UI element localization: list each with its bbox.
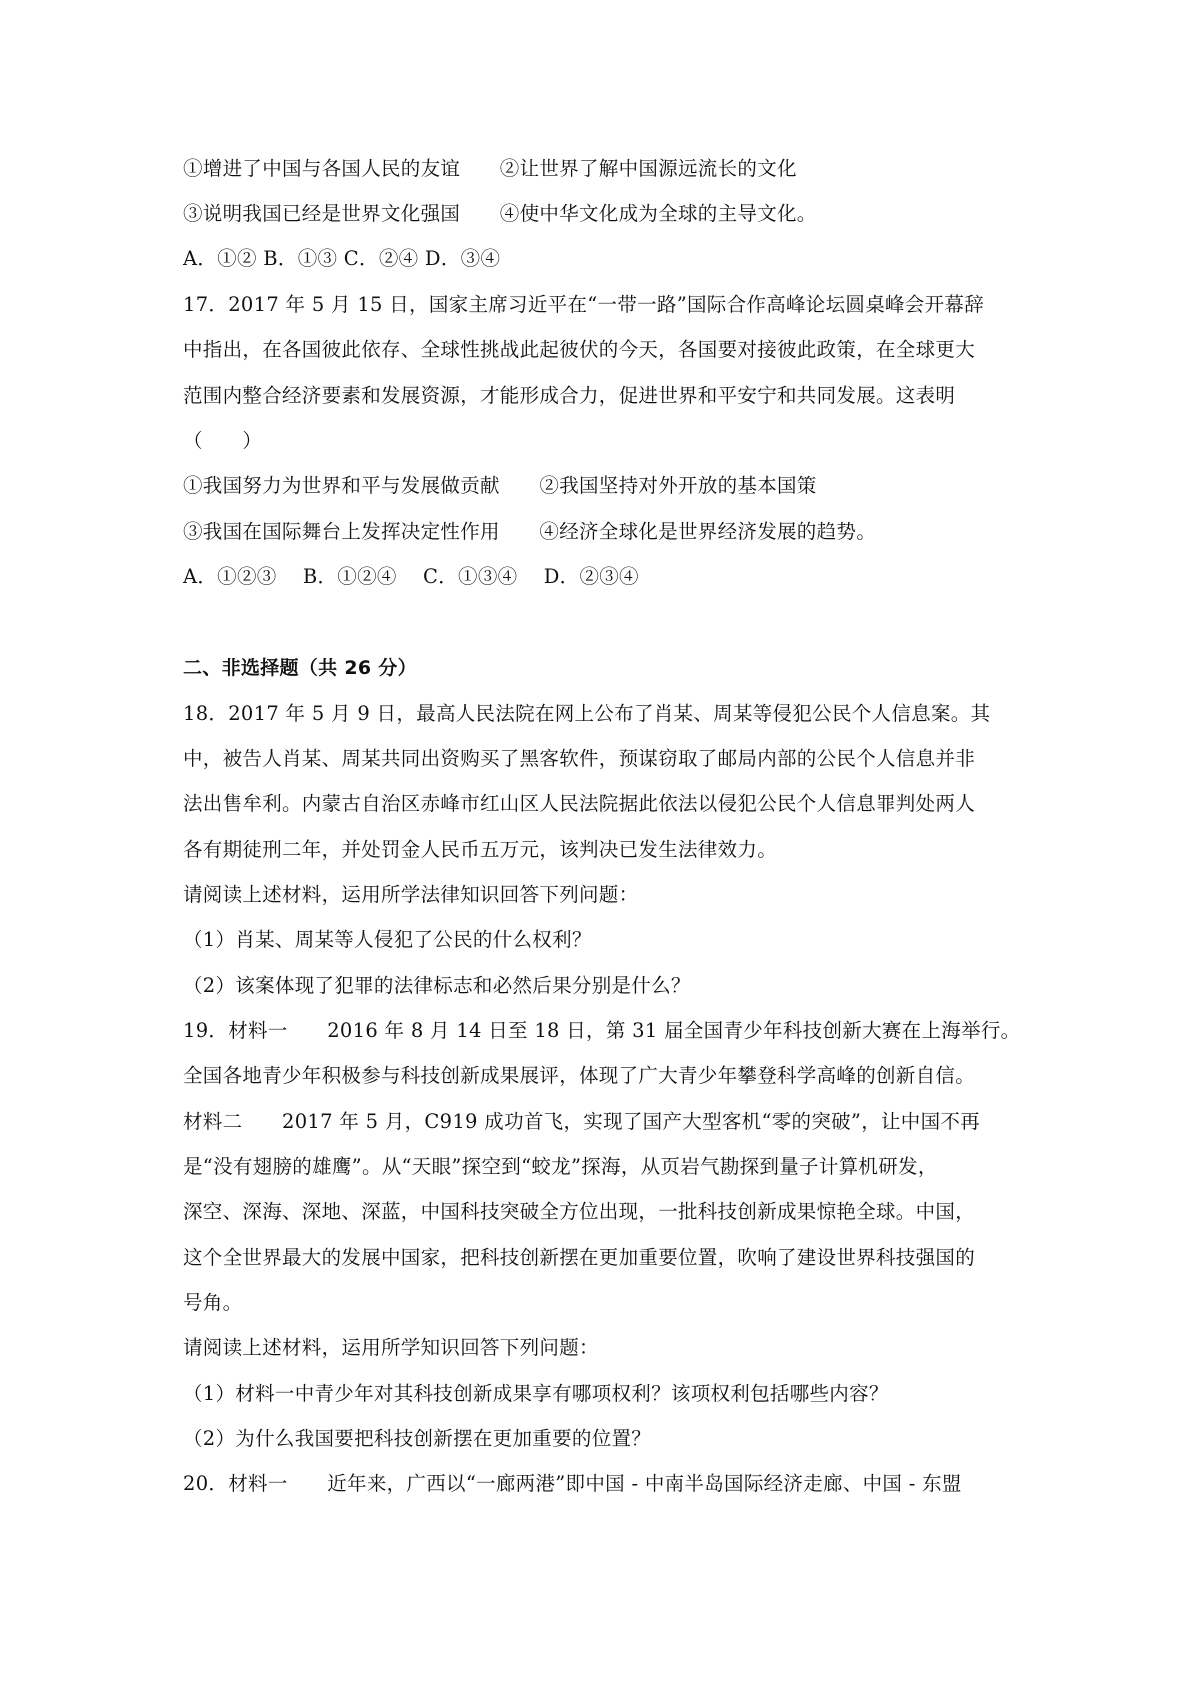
q19-line-3: 材料二 2017 年 5 月，C919 成功首飞，实现了国产大型客机“零的突破”，让中国不再 <box>183 1110 981 1133</box>
q17-choices: A．①②③ B．①②④ C．①③④ D．②③④ <box>183 565 639 588</box>
q18-subquestion-2: （2）该案体现了犯罪的法律标志和必然后果分别是什么？ <box>183 974 691 997</box>
q18-line-4: 各有期徒刑二年，并处罚金人民币五万元，该判决已发生法律效力。 <box>183 838 778 861</box>
q18-line-1: 18．2017 年 5 月 9 日，最高人民法院在网上公布了肖某、周某等侵犯公民个人信息案。其 <box>183 702 991 725</box>
q17-option-line-2: ③我国在国际舞台上发挥决定性作用 ④经济全球化是世界经济发展的趋势。 <box>183 520 877 543</box>
q18-line-3: 法出售牟利。内蒙古自治区赤峰市红山区人民法院据此依法以侵犯公民个人信息罪判处两人 <box>183 792 976 815</box>
q19-subquestion-2: （2）为什么我国要把科技创新摆在更加重要的位置？ <box>183 1427 652 1450</box>
q19-line-6: 这个全世界最大的发展中国家，把科技创新摆在更加重要位置，吹响了建设世界科技强国的 <box>183 1246 976 1269</box>
q17-stem-line-3: 范围内整合经济要素和发展资源，才能形成合力，促进世界和平安宁和共同发展。这表明 <box>183 384 956 407</box>
q16-option-line-1: ①增进了中国与各国人民的友谊 ②让世界了解中国源远流长的文化 <box>183 157 797 180</box>
q16-option-line-2: ③说明我国已经是世界文化强国 ④使中华文化成为全球的主导文化。 <box>183 202 817 225</box>
q19-line-7: 号角。 <box>183 1291 243 1314</box>
section-heading: 二、非选择题（共 26 分） <box>183 657 417 679</box>
q19-line-1: 19．材料一 2016 年 8 月 14 日至 18 日，第 31 届全国青少年科技创新大赛在上海举行。 <box>183 1019 1021 1042</box>
q19-instruction: 请阅读上述材料，运用所学知识回答下列问题： <box>183 1336 599 1359</box>
q19-line-2: 全国各地青少年积极参与科技创新成果展评，体现了广大青少年攀登科学高峰的创新自信。 <box>183 1064 976 1087</box>
q19-subquestion-1: （1）材料一中青少年对其科技创新成果享有哪项权利？该项权利包括哪些内容？ <box>183 1382 889 1405</box>
q18-instruction: 请阅读上述材料，运用所学法律知识回答下列问题： <box>183 883 639 906</box>
q18-subquestion-1: （1）肖某、周某等人侵犯了公民的什么权利？ <box>183 928 592 951</box>
q17-stem-line-2: 中指出，在各国彼此依存、全球性挑战此起彼伏的今天，各国要对接彼此政策，在全球更大 <box>183 338 976 361</box>
q17-option-line-1: ①我国努力为世界和平与发展做贡献 ②我国坚持对外开放的基本国策 <box>183 474 817 497</box>
q19-line-5: 深空、深海、深地、深蓝，中国科技突破全方位出现，一批科技创新成果惊艳全球。中国， <box>183 1200 976 1223</box>
q17-stem-line-1: 17．2017 年 5 月 15 日，国家主席习近平在“一带一路”国际合作高峰论坛圆桌峰会开幕辞 <box>183 293 984 316</box>
q16-choices: A．①② B．①③ C．②④ D．③④ <box>183 247 501 270</box>
q17-answer-blank: （ ） <box>183 429 263 452</box>
q20-line-1: 20．材料一 近年来，广西以“一廊两港”即中国 - 中南半岛国际经济走廊、中国 - 东盟 <box>183 1472 962 1495</box>
q19-line-4: 是“没有翅膀的雄鹰”。从“天眼”探空到“蛟龙”探海，从页岩气勘探到量子计算机研发， <box>183 1155 938 1178</box>
q18-line-2: 中，被告人肖某、周某共同出资购买了黑客软件，预谋窃取了邮局内部的公民个人信息并非 <box>183 747 976 770</box>
